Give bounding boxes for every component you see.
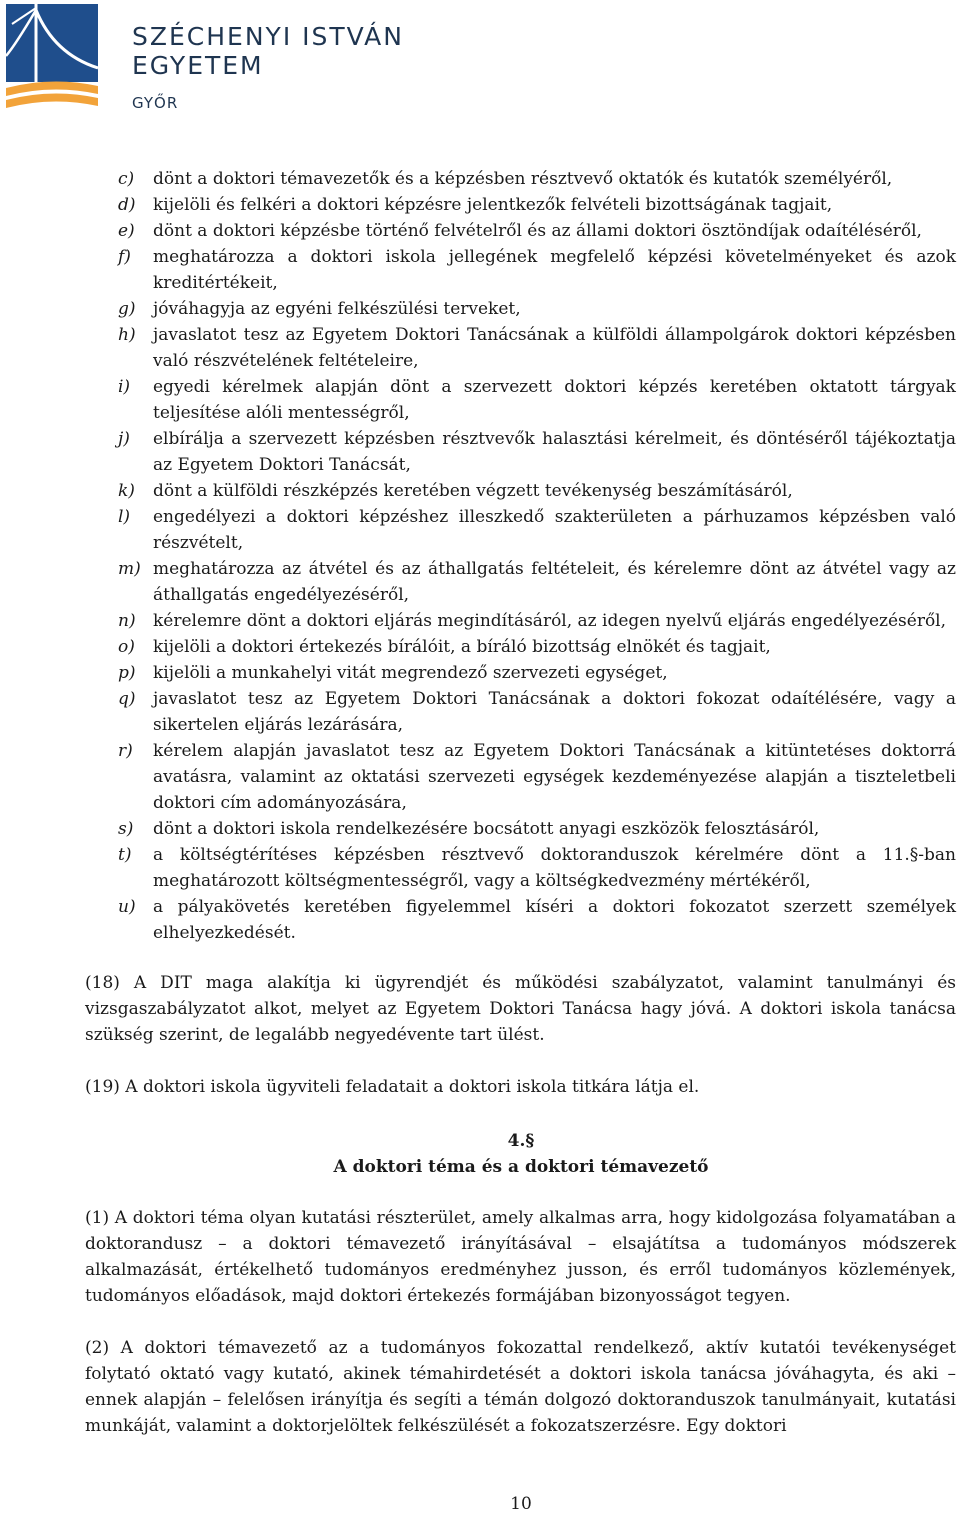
list-item	[0, 634, 960, 660]
list-item-text: dönt a doktori képzésbe történő felvételről és az állami doktori ösztöndíjak odaítéléséről,	[153, 221, 922, 241]
list-item-marker: l)	[118, 507, 131, 527]
list-item-text: kijelöli a munkahelyi vitát megrendező szervezeti egységet,	[153, 663, 668, 683]
list-item-text: engedélyezi a doktori képzéshez illeszkedő szakterületen a párhuzamos képzésben való részvételt,	[153, 507, 956, 553]
paragraph-18: (18) A DIT maga alakítja ki ügyrendjét és működési szabályzatot, valamint tanulmányi és vizsgaszabályzatot alkot, melyet az Egyetem Doktori Tanácsa hagy jóvá. A doktori iskola tanácsa szükség szerint, de legalább negyedévente tart ülést.	[85, 973, 956, 1045]
list-item	[0, 556, 960, 608]
page-header	[0, 0, 960, 120]
list-item	[0, 296, 960, 322]
list-item	[0, 816, 960, 842]
list-item-text: kérelemre dönt a doktori eljárás megindításáról, az idegen nyelvű eljárás engedélyezéséről,	[153, 611, 947, 631]
list-item	[0, 244, 960, 296]
list-item	[0, 504, 960, 556]
list-item	[0, 686, 960, 738]
page-number: 10	[510, 1494, 532, 1514]
list-item	[0, 738, 960, 816]
list-item-text: javaslatot tesz az Egyetem Doktori Tanácsának a külföldi állampolgárok doktori képzésben való részvételének feltételeire,	[153, 325, 956, 371]
university-name: SZÉCHENYI ISTVÁN EGYETEM	[132, 22, 404, 80]
list-item-text: javaslatot tesz az Egyetem Doktori Tanácsának a doktori fokozat odaítélésére, vagy a sikertelen eljárás lezárására,	[153, 689, 956, 735]
list-item	[0, 218, 960, 244]
list-item-text: dönt a doktori témavezetők és a képzésben résztvevő oktatók és kutatók személyéről,	[153, 169, 893, 189]
list-item-marker: k)	[118, 481, 135, 501]
list-item-text: dönt a doktori iskola rendelkezésére bocsátott anyagi eszközök felosztásáról,	[153, 819, 820, 839]
list-item-marker: u)	[118, 897, 136, 917]
list-item-text: a költségtérítéses képzésben résztvevő doktoranduszok kérelmére dönt a 11.§-ban meghatározott költségmentességről, vagy a költségkedvezmény mértékéről,	[153, 845, 956, 891]
list-item-text: kijelöli és felkéri a doktori képzésre jelentkezők felvételi bizottságának tagjait,	[153, 195, 833, 215]
list-item-marker: h)	[118, 325, 136, 345]
section-number: 4.§	[507, 1131, 535, 1151]
list-item-marker: p)	[118, 663, 136, 683]
list-item-marker: r)	[118, 741, 133, 761]
list-item-text: a pályakövetés keretében figyelemmel kíséri a doktori fokozatot szerzett személyek elhelyezkedését.	[153, 897, 956, 943]
list-item-text: meghatározza a doktori iskola jellegének megfelelő képzési követelményeket és azok kreditértékeit,	[153, 247, 956, 293]
list-item	[0, 608, 960, 634]
list-item	[0, 894, 960, 946]
list-item-text: kijelöli a doktori értekezés bírálóit, a bíráló bizottság elnökét és tagjait,	[153, 637, 771, 657]
list-item-marker: s)	[118, 819, 134, 839]
responsibility-list	[0, 166, 960, 946]
list-item-text: jóváhagyja az egyéni felkészülési terveket,	[153, 299, 521, 319]
list-item	[0, 374, 960, 426]
list-item-text: egyedi kérelmek alapján dönt a szervezett doktori képzés keretében oktatott tárgyak teljesítése alóli mentességről,	[153, 377, 956, 423]
list-item-marker: f)	[118, 247, 131, 267]
list-item	[0, 478, 960, 504]
section-title: A doktori téma és a doktori témavezető	[333, 1157, 709, 1177]
list-item	[0, 842, 960, 894]
list-item-marker: o)	[118, 637, 135, 657]
list-item-marker: g)	[118, 299, 136, 319]
list-item-marker: d)	[118, 195, 136, 215]
list-item-marker: i)	[118, 377, 131, 397]
list-item	[0, 192, 960, 218]
list-item-marker: q)	[118, 689, 136, 709]
university-city: GYŐR	[132, 94, 179, 112]
paragraph-19: (19) A doktori iskola ügyviteli feladatait a doktori iskola titkára látja el.	[85, 1077, 700, 1097]
university-logo-icon	[6, 4, 98, 112]
list-item-text: dönt a külföldi részképzés keretében végzett tevékenység beszámításáról,	[153, 481, 793, 501]
list-item	[0, 322, 960, 374]
list-item-text: elbírálja a szervezett képzésben résztvevők halasztási kérelmeit, és döntéséről tájékoztatja az Egyetem Doktori Tanácsát,	[153, 429, 956, 475]
list-item	[0, 660, 960, 686]
list-item-marker: t)	[118, 845, 132, 865]
section-4-paragraph-2: (2) A doktori témavezető az a tudományos fokozattal rendelkező, aktív kutatói tevékenységet folytató oktató vagy kutató, akinek témahirdetését a doktori iskola tanácsa jóváhagyta, és aki – ennek alapján – felelősen irányítja és segíti a témán dolgozó doktoranduszok tanulmányait, kutatási munkáját, valamint a doktorjelöltek felkészülését a fokozatszerzésre. Egy doktori	[85, 1338, 956, 1436]
list-item	[0, 426, 960, 478]
section-4-paragraph-1: (1) A doktori téma olyan kutatási részterület, amely alkalmas arra, hogy kidolgozása folyamatában a doktorandusz – a doktori témavezető irányításával – elsajátítsa a tudományos módszerek alkalmazását, értékelhető tudományos eredményhez jusson, és erről tudományos közlemények, tudományos előadások, majd doktori értekezés formájában bizonyosságot tegyen.	[85, 1208, 956, 1306]
list-item-marker: c)	[118, 169, 135, 189]
list-item-text: kérelem alapján javaslatot tesz az Egyetem Doktori Tanácsának a kitüntetéses doktorrá avatásra, valamint az oktatási szervezeti egységek kezdeményezése alapján a tiszteletbeli doktori cím adományozására,	[153, 741, 956, 813]
list-item	[0, 166, 960, 192]
list-item-marker: m)	[118, 559, 141, 579]
list-item-marker: n)	[118, 611, 136, 631]
list-item-marker: e)	[118, 221, 135, 241]
list-item-text: meghatározza az átvétel és az áthallgatás feltételeit, és kérelemre dönt az átvétel vagy az áthallgatás engedélyezéséről,	[153, 559, 956, 605]
list-item-marker: j)	[118, 429, 130, 449]
